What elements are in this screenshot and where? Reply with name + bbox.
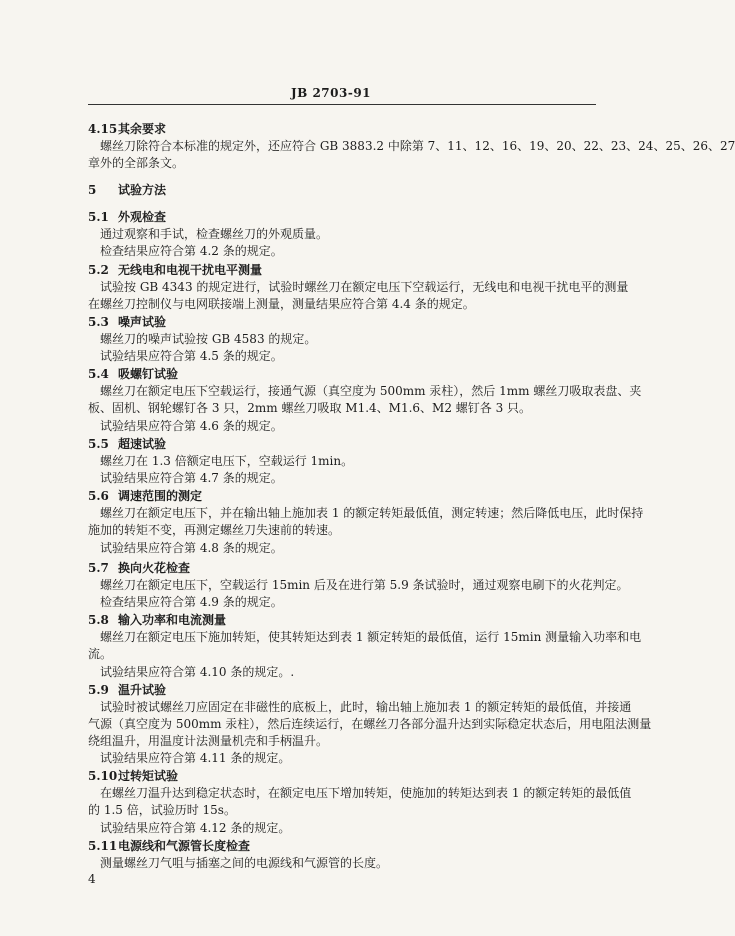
section-title: 温升试验 [118, 683, 167, 697]
paragraph-line: 检查结果应符合第 4.2 条的规定。 [100, 244, 283, 258]
paragraph-line: 试验结果应符合第 4.7 条的规定。 [100, 471, 283, 485]
section-title: 过转矩试验 [118, 769, 179, 783]
paragraph-line: 试验结果应符合第 4.11 条的规定。 [100, 751, 291, 765]
paragraph-line: 试验结果应符合第 4.5 条的规定。 [100, 349, 283, 363]
section-number: 5.5 [88, 437, 109, 451]
paragraph-line: 施加的转矩不变，再测定螺丝刀失速前的转速。 [88, 523, 341, 537]
section-title: 调速范围的测定 [118, 489, 203, 503]
paragraph-line: 试验结果应符合第 4.8 条的规定。 [100, 541, 283, 555]
section-heading [88, 262, 262, 278]
section-title: 超速试验 [118, 437, 167, 451]
section-title: 试验方法 [118, 183, 167, 197]
paragraph-line: 螺丝刀在 1.3 倍额定电压下，空载运行 1min。 [100, 454, 354, 468]
paragraph-line: 在螺丝刀控制仪与电网联接端上测量，测量结果应符合第 4.4 条的规定。 [88, 297, 475, 311]
section-number: 4.15 [88, 122, 118, 136]
page-header: JB 2703-91 [290, 86, 372, 100]
section-title: 换向火花检查 [118, 561, 191, 575]
paragraph-line: 试验时被试螺丝刀应固定在非磁性的底板上，此时，输出轴上施加表 1 的额定转矩的最低值，并接通 [100, 700, 632, 714]
section-heading [88, 612, 226, 628]
section-heading [88, 838, 250, 854]
section-number: 5.10 [88, 769, 118, 783]
section-heading [88, 209, 166, 225]
paragraph-line: 螺丝刀在额定电压下施加转矩，使其转矩达到表 1 额定转矩的最低值，运行 15min 测量输入功率和电 [100, 630, 642, 644]
section-heading [88, 121, 166, 137]
section-number: 5.8 [88, 613, 109, 627]
section-number: 5.3 [88, 315, 109, 329]
section-number: 5.7 [88, 561, 109, 575]
section-number: 5.1 [88, 210, 109, 224]
paragraph-line: 的 1.5 倍，试验历时 15s。 [88, 803, 236, 817]
section-number: 5 [88, 183, 97, 197]
paragraph-line: 板、固机、钢轮螺钉各 3 只，2mm 螺丝刀吸取 M1.4、M1.6、M2 螺钉各 3 只。 [88, 401, 532, 415]
paragraph-line: 章外的全部条文。 [88, 156, 185, 170]
paragraph-line: 试验结果应符合第 4.6 条的规定。 [100, 419, 283, 433]
section-number: 5.6 [88, 489, 109, 503]
section-title: 电源线和气源管长度检查 [118, 839, 251, 853]
paragraph-line: 螺丝刀在额定电压下空载运行，接通气源（真空度为 500mm 汞柱），然后 1mm 螺丝刀吸取表盘、夹 [100, 384, 642, 398]
section-heading [88, 182, 166, 198]
section-heading [88, 682, 166, 698]
section-number: 5.2 [88, 263, 109, 277]
section-title: 外观检查 [118, 210, 167, 224]
paragraph-line: 螺丝刀的噪声试验按 GB 4583 的规定。 [100, 332, 317, 346]
section-heading [88, 436, 166, 452]
paragraph-line: 绕组温升，用温度计法测量机壳和手柄温升。 [88, 734, 329, 748]
section-heading [88, 768, 178, 784]
paragraph-line: 在螺丝刀温升达到稳定状态时，在额定电压下增加转矩，使施加的转矩达到表 1 的额定转矩的最低值 [100, 786, 632, 800]
paragraph-line: 试验按 GB 4343 的规定进行，试验时螺丝刀在额定电压下空载运行，无线电和电视干扰电平的测量 [100, 280, 629, 294]
section-heading [88, 314, 166, 330]
section-number: 5.9 [88, 683, 109, 697]
paragraph-line: 流。 [88, 647, 113, 661]
paragraph-line: 试验结果应符合第 4.12 条的规定。 [100, 821, 291, 835]
section-title: 噪声试验 [118, 315, 167, 329]
paragraph-line: 气源（真空度为 500mm 汞柱），然后连续运行，在螺丝刀各部分温升达到实际稳定状态后，用电阻法测量 [88, 717, 652, 731]
section-title: 其余要求 [118, 122, 167, 136]
section-number: 5.4 [88, 367, 109, 381]
header-rule [88, 104, 596, 105]
paragraph-line: 螺丝刀在额定电压下，并在输出轴上施加表 1 的额定转矩最低值，测定转速；然后降低电压，此时保持 [100, 506, 644, 520]
section-heading [88, 560, 190, 576]
paragraph-line: 螺丝刀在额定电压下，空载运行 15min 后及在进行第 5.9 条试验时，通过观察电刷下的火花判定。 [100, 578, 629, 592]
section-title: 输入功率和电流测量 [118, 613, 227, 627]
section-number: 5.11 [88, 839, 118, 853]
paragraph-line: 试验结果应符合第 4.10 条的规定。. [100, 665, 295, 679]
paragraph-line: 检查结果应符合第 4.9 条的规定。 [100, 595, 283, 609]
section-title: 无线电和电视干扰电平测量 [118, 263, 263, 277]
section-heading [88, 488, 202, 504]
paragraph-line: 通过观察和手试，检查螺丝刀的外观质量。 [100, 227, 329, 241]
paragraph-line: 测量螺丝刀气咀与插塞之间的电源线和气源管的长度。 [100, 856, 389, 870]
section-heading [88, 366, 178, 382]
page-number: 4 [88, 872, 96, 886]
section-title: 吸螺钉试验 [118, 367, 179, 381]
paragraph-line: 螺丝刀除符合本标准的规定外，还应符合 GB 3883.2 中除第 7、11、12、16、19、20、22、23、24、25、26、27 [100, 139, 735, 153]
